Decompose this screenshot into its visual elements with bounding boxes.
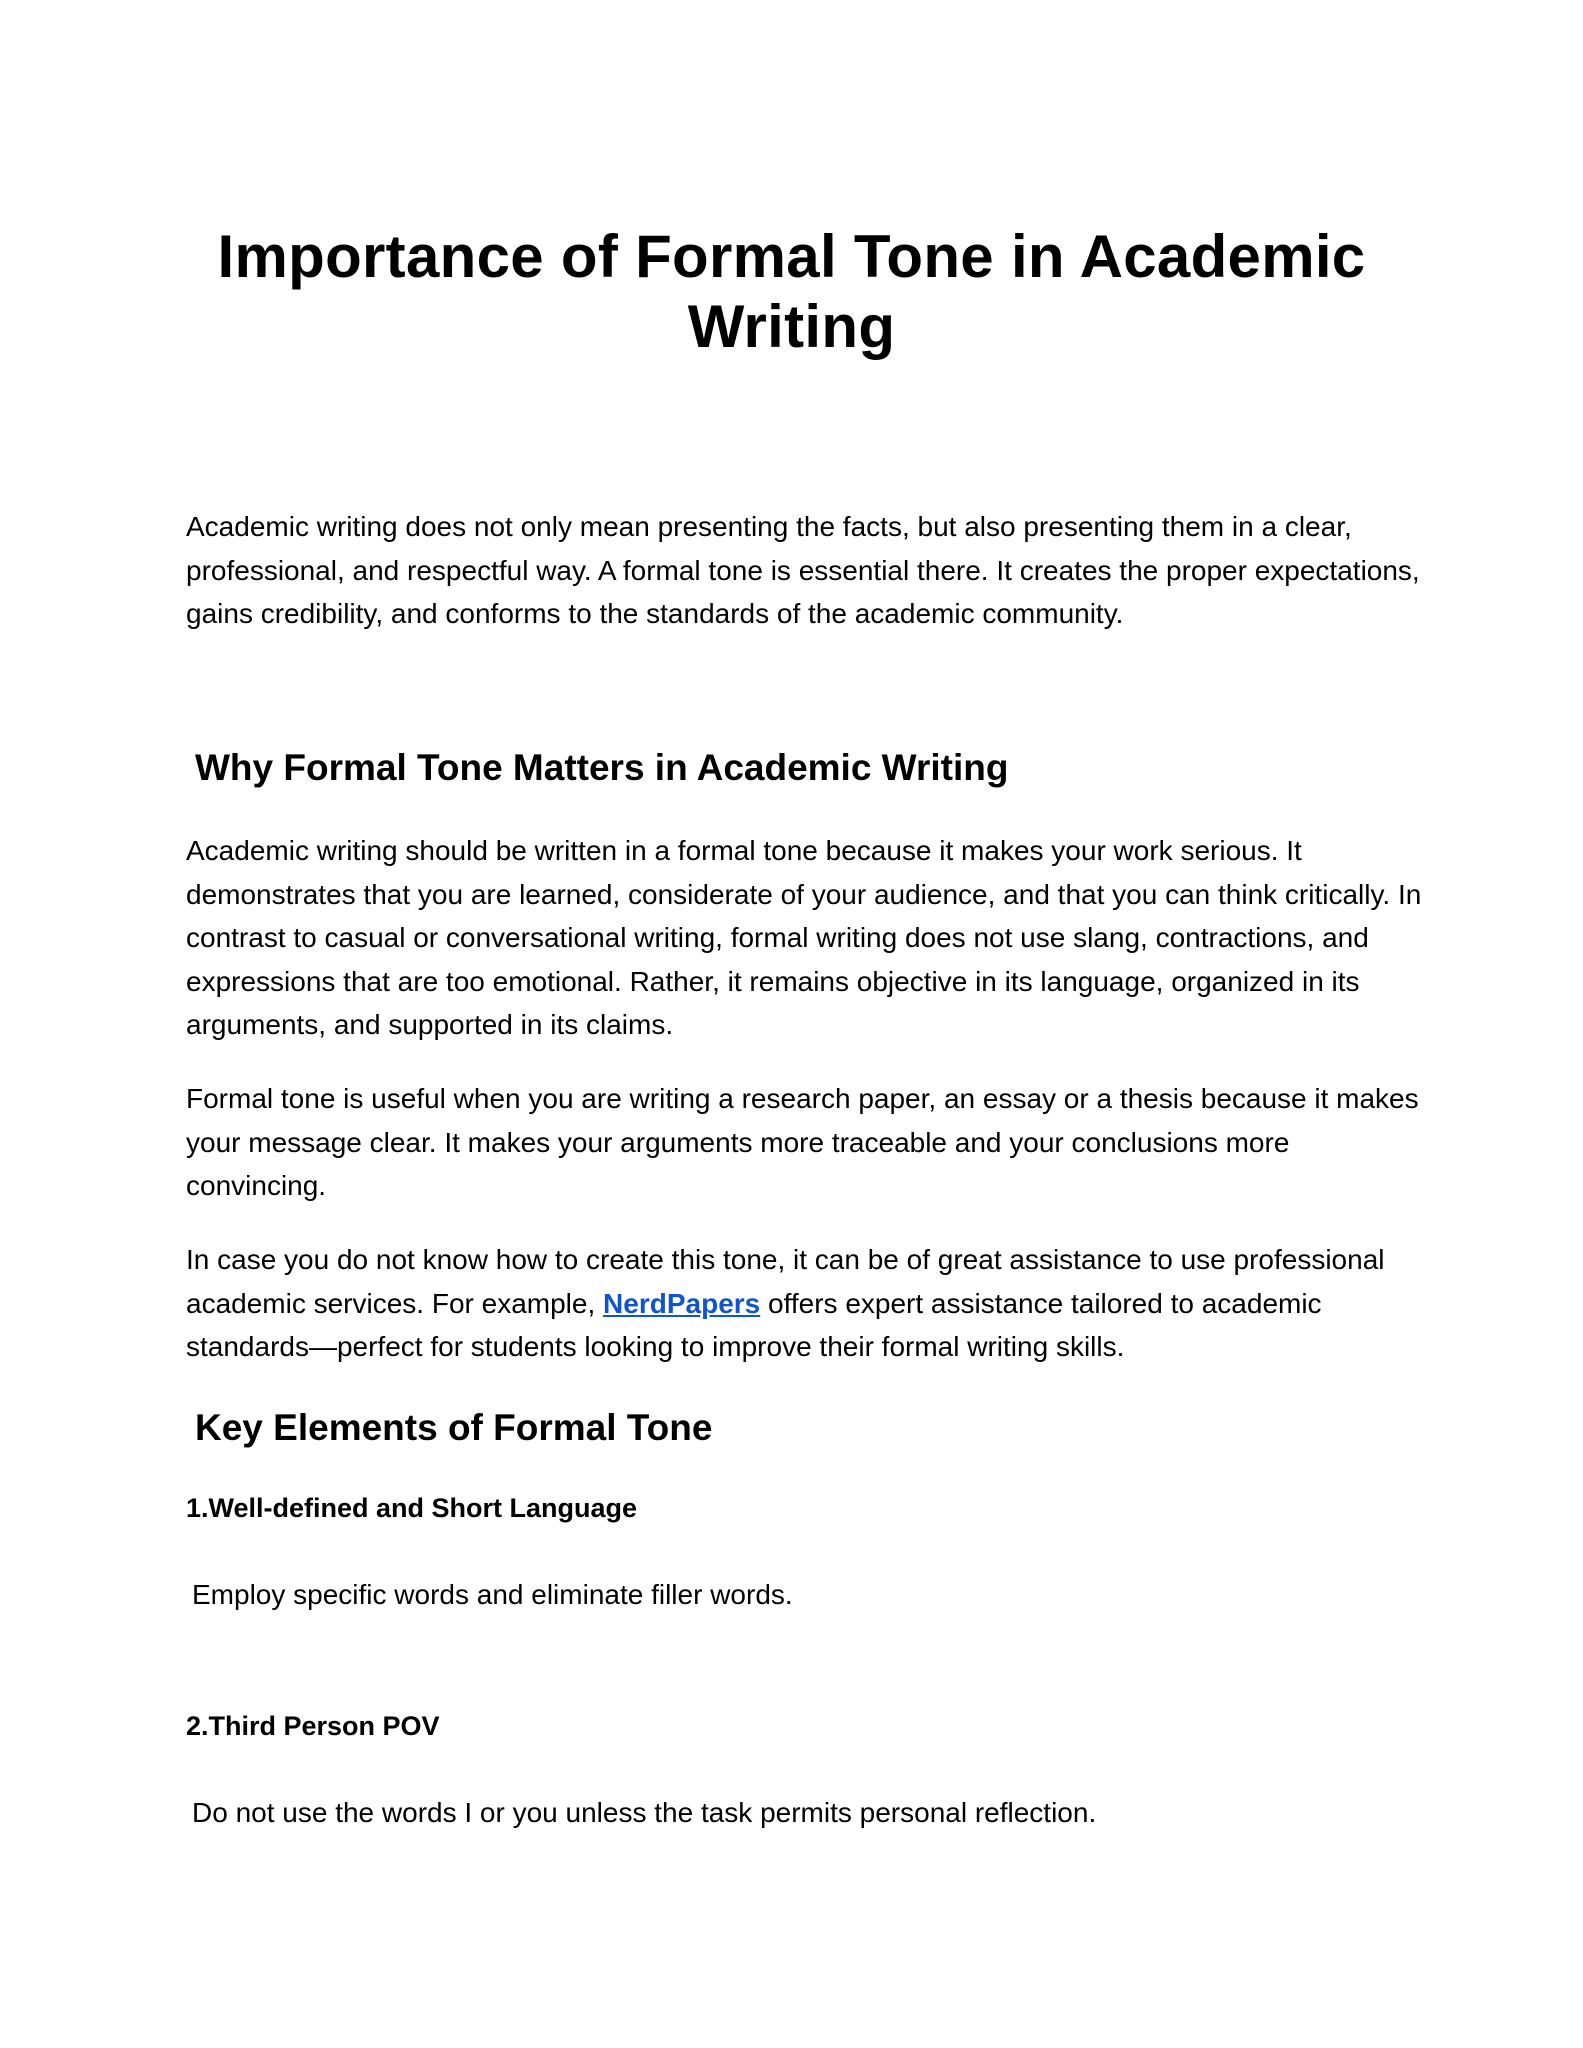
section-heading-key-elements: Key Elements of Formal Tone <box>195 1407 713 1448</box>
why-paragraph-3-text-after: offers expert assistance tailored to academic standards—perfect for students looking to improve their formal writing skills. <box>186 1287 1322 1362</box>
nerdpapers-link[interactable]: NerdPapers <box>603 1287 761 1319</box>
why-paragraph-3-text-before: In case you do not know how to create this tone, it can be of great assistance to use professional academic services. For example, <box>186 1244 1385 1319</box>
title-line-2: Writing <box>687 293 896 360</box>
key-element-heading-2: 2.Third Person POV <box>186 1711 440 1741</box>
key-element-text-1: Employ specific words and eliminate filler words. <box>192 1579 793 1610</box>
document-title <box>180 222 1403 362</box>
title-line-1: Importance of Formal Tone in Academic <box>217 223 1366 290</box>
intro-paragraph: Academic writing does not only mean presenting the facts, but also presenting them in a clear, professional, and respectful way. A formal tone is essential there. It creates the proper expectations, gains credibility, and conforms to the standards of the academic community. <box>186 511 1420 629</box>
key-element-text-2: Do not use the words I or you unless the task permits personal reflection. <box>192 1797 1097 1828</box>
key-element-heading-1: 1.Well-defined and Short Language <box>186 1493 638 1523</box>
section-heading-why-formal-tone: Why Formal Tone Matters in Academic Writing <box>195 747 1009 788</box>
why-paragraph-2: Formal tone is useful when you are writing a research paper, an essay or a thesis because it makes your message clear. It makes your arguments more traceable and your conclusions more convincing. <box>186 1083 1419 1201</box>
why-paragraph-3 <box>186 1238 1426 1369</box>
why-paragraph-1: Academic writing should be written in a formal tone because it makes your work serious. It demonstrates that you are learned, considerate of your audience, and that you can think critically. In contrast to casual or conversational writing, formal writing does not use slang, contractions, and expressions that are too emotional. Rather, it remains objective in its language, organized in its arguments, and supported in its claims. <box>186 835 1422 1040</box>
